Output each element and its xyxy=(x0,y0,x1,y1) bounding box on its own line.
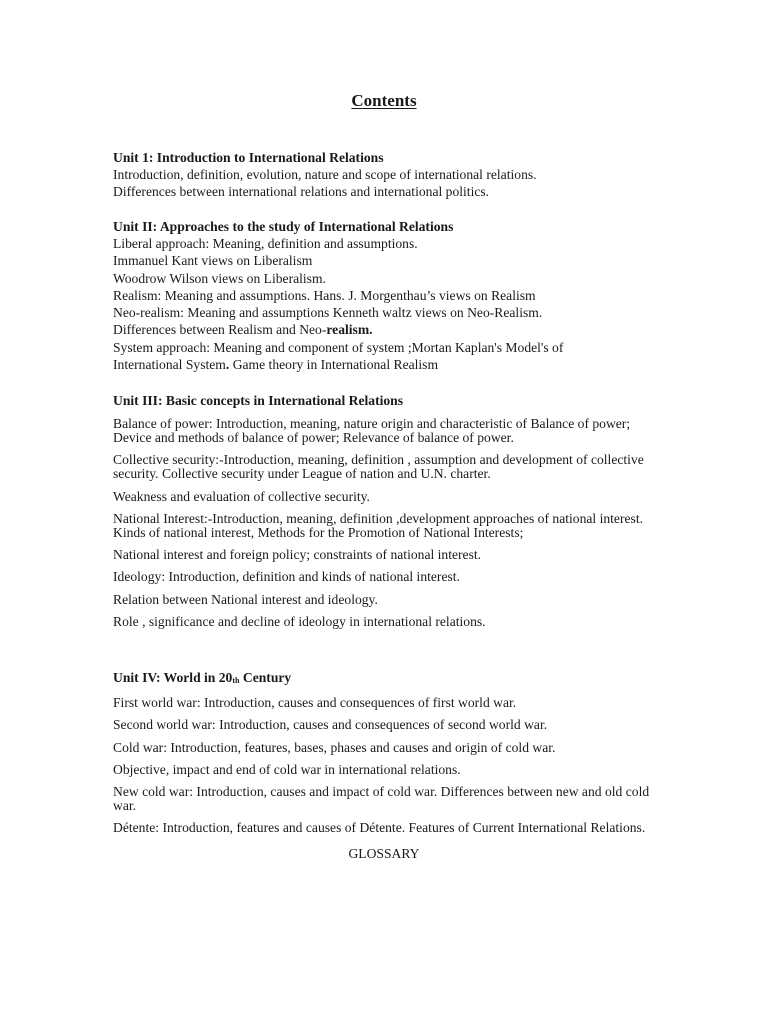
unit-3-item: Weakness and evaluation of collective security. xyxy=(113,488,370,504)
unit-4-item: Second world war: Introduction, causes and consequences of second world war. xyxy=(113,717,548,733)
unit-3-heading: Unit III: Basic concepts in International Relations xyxy=(113,393,404,408)
unit-3-item: National Interest:-Introduction, meaning, definition ,development approaches of national interest. Kinds of national interest, Methods for the Promotion of National Interests; xyxy=(113,510,643,540)
unit-3-item: Role , significance and decline of ideology in international relations. xyxy=(113,614,486,630)
unit-2-line-part: International System xyxy=(113,357,226,373)
unit-1-line: Differences between international relations and international politics. xyxy=(113,184,490,200)
unit-3-item: Relation between National interest and ideology. xyxy=(113,591,378,607)
unit-2-line-part: Game theory in International Realism xyxy=(229,357,439,373)
unit-2-line xyxy=(113,321,658,338)
unit-2-line: Realism: Meaning and assumptions. Hans. J. Morgenthau’s views on Realism xyxy=(113,287,536,303)
unit-2-line: Neo-realism: Meaning and assumptions Kenneth waltz views on Neo-Realism. xyxy=(113,305,543,321)
unit-4-heading xyxy=(113,669,658,689)
unit-4-item: New cold war: Introduction, causes and impact of cold war. Differences between new and old cold war. xyxy=(113,784,650,814)
unit-2-line: Woodrow Wilson views on Liberalism. xyxy=(113,270,326,286)
unit-3-item: Ideology: Introduction, definition and kinds of national interest. xyxy=(113,569,460,585)
unit-2-line-bold-part: realism. xyxy=(326,322,373,338)
unit-1-line: Introduction, definition, evolution, nature and scope of international relations. xyxy=(113,167,537,182)
unit-4-item: Cold war: Introduction, features, bases, phases and causes and origin of cold war. xyxy=(113,739,556,755)
unit-4-heading-text: Century xyxy=(239,670,292,685)
unit-4-item: Détente: Introduction, features and causes of Détente. Features of Current International Relations. xyxy=(113,820,646,836)
unit-1-section xyxy=(113,149,658,201)
unit-2-section xyxy=(113,218,658,373)
contents-title: Contents xyxy=(351,91,417,110)
unit-3-item: Balance of power: Introduction, meaning, nature origin and characteristic of Balance of power; Device and methods of balance of power; Relevance of balance of power. xyxy=(113,416,631,445)
unit-2-heading: Unit II: Approaches to the study of International Relations xyxy=(113,219,454,234)
unit-3-item: National interest and foreign policy; constraints of national interest. xyxy=(113,547,482,563)
unit-2-line-part: Differences between Realism and Neo- xyxy=(113,322,327,338)
unit-4-item: Objective, impact and end of cold war in international relations. xyxy=(113,761,461,777)
unit-4-section xyxy=(113,669,658,835)
unit-4-heading-superscript: th xyxy=(232,676,240,685)
unit-2-line xyxy=(113,356,658,373)
glossary-heading: GLOSSARY xyxy=(348,846,420,861)
unit-4-heading-text: Unit IV: World in 20 xyxy=(113,670,233,685)
unit-2-line: Immanuel Kant views on Liberalism xyxy=(113,253,313,269)
unit-2-line: System approach: Meaning and component of system ;Mortan Kaplan's Model's of xyxy=(113,339,564,355)
unit-1-heading: Unit 1: Introduction to International Relations xyxy=(113,150,384,165)
unit-4-item: First world war: Introduction, causes and consequences of first world war. xyxy=(113,695,517,710)
unit-2-line-bold-part: . xyxy=(225,357,230,373)
unit-2-line: Liberal approach: Meaning, definition and assumptions. xyxy=(113,236,418,251)
unit-3-section xyxy=(113,392,658,629)
unit-3-item: Collective security:-Introduction, meaning, definition , assumption and development of collective security. Collective security under League of nation and U.N. charter. xyxy=(113,452,644,482)
